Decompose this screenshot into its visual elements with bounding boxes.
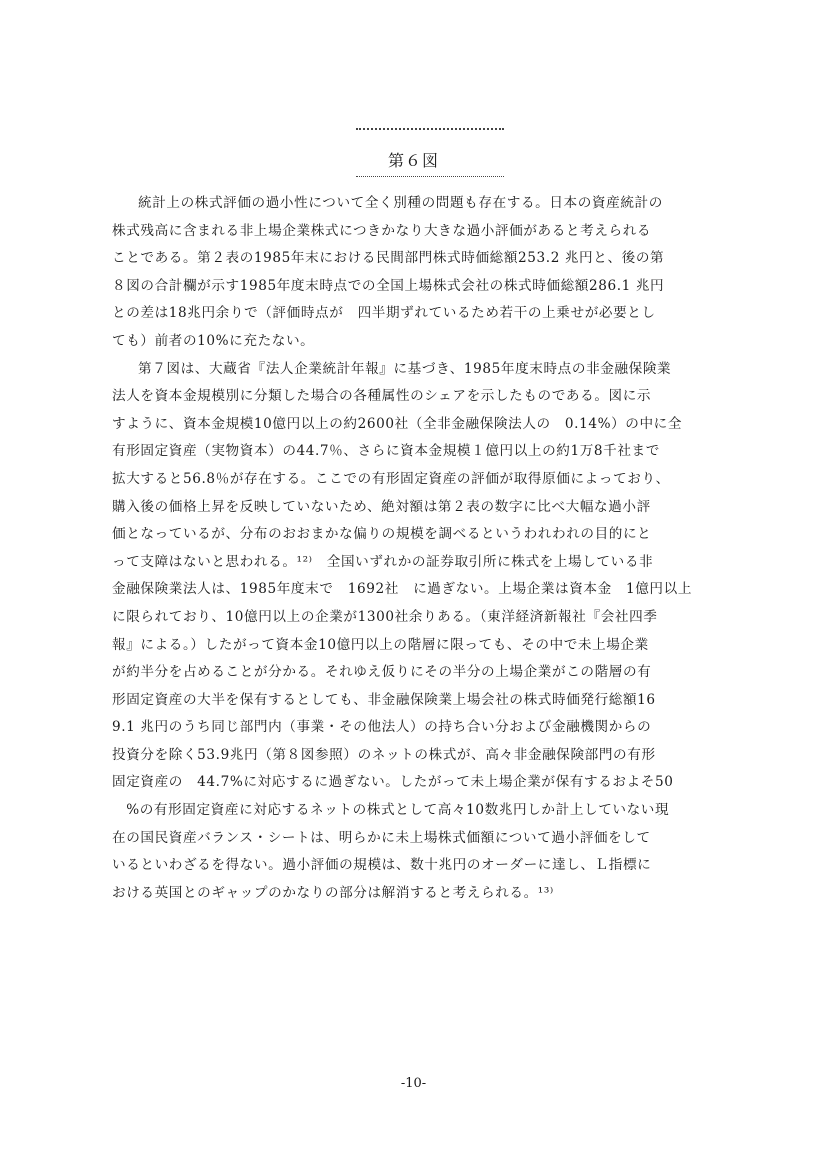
text-line: ても）前者の10%に充たない。 (112, 332, 315, 349)
text-line: ことである。第２表の1985年末における民間部門株式時価総額253.2 兆円と、後の第 (112, 250, 665, 267)
text-line: いるといわざるを得ない。過小評価の規模は、数十兆円のオーダーに達し、Ｌ指標に (112, 857, 652, 874)
text-line: に限られており、10億円以上の企業が1300社余りある。（東洋経済新報社『会社四季 (112, 608, 658, 625)
page-number: -10- (400, 1076, 427, 1091)
text-line: 購入後の価格上昇を反映していないため、絶対額は第２表の数字に比べ大幅な過小評 (112, 498, 651, 515)
text-line: すように、資本金規模10億円以上の約2600社（全非金融保険法人の 0.14%）の中に全 (112, 415, 683, 432)
text-line: 報』による。）したがって資本金10億円以上の階層に限っても、その中で未上場企業 (112, 636, 649, 653)
text-line: 有形固定資産（実物資本）の44.7％、さらに資本金規模１億円以上の約1万8千社まで (112, 443, 660, 460)
text-line: 統計上の株式評価の過小性について全く別種の問題も存在する。日本の資産統計の (138, 195, 663, 211)
title-rule-bottom (356, 176, 504, 177)
text-line: 価となっているが、分布のおおまかな偏りの規模を調べるというわれわれの目的にと (112, 526, 652, 543)
text-line: 株式残高に含まれる非上場企業株式につきかなり大きな過小評価があると考えられる (112, 222, 652, 239)
text-line: 9.1 兆円のうち同じ部門内（事業・その他法人）の持ち合い分および金融機関からの (112, 719, 652, 736)
text-line: 投資分を除く53.9兆円（第８図参照）のネットの株式が、高々非金融保険部門の有形 (112, 746, 656, 763)
title-rule-top (356, 128, 504, 130)
text-line: 法人を資本金規模別に分類した場合の各種属性のシェアを示したものである。図に示 (112, 388, 652, 405)
body-text (112, 190, 732, 907)
text-line: 金融保険業法人は、1985年度末で 1692社 に過ぎない。上場企業は資本金 1億円以上 (112, 581, 693, 598)
text-line: 固定資産の 44.7%に対応するに過ぎない。したがって未上場企業が保有するおよそ50 (112, 774, 674, 791)
text-line: 第７図は、大蔵省『法人企業統計年報』に基づき、1985年度末時点の非金融保険業 (138, 360, 672, 377)
text-line: が約半分を占めることが分かる。それゆえ仮りにその半分の上場企業がこの階層の有 (112, 664, 652, 681)
text-line: ８図の合計欄が示す1985年度末時点での全国上場株式会社の株式時価総額286.1 兆円 (112, 277, 665, 294)
text-line: 形固定資産の大半を保有するとしても、非金融保険業上場会社の株式時価発行総額16 (112, 691, 656, 708)
text-line: との差は18兆円余りで（評価時点が 四半期ずれているため若干の上乗せが必要とし (112, 305, 656, 322)
text-line: 在の国民資産バランス・シートは、明らかに未上場株式価額について過小評価をして (112, 829, 651, 846)
text-line: %の有形固定資産に対応するネットの株式として高々10数兆円しか計上していない現 (112, 802, 670, 819)
text-line: 拡大すると56.8％が存在する。ここでの有形固定資産の評価が取得原価によっており、 (112, 470, 670, 487)
figure-title: 第６図 (387, 151, 439, 170)
text-line: おける英国とのギャップのかなりの部分は解消すると考えられる。¹³⁾ (112, 884, 554, 901)
text-line: って支障はないと思われる。¹²⁾ 全国いずれかの証券取引所に株式を上場している非 (112, 553, 654, 570)
